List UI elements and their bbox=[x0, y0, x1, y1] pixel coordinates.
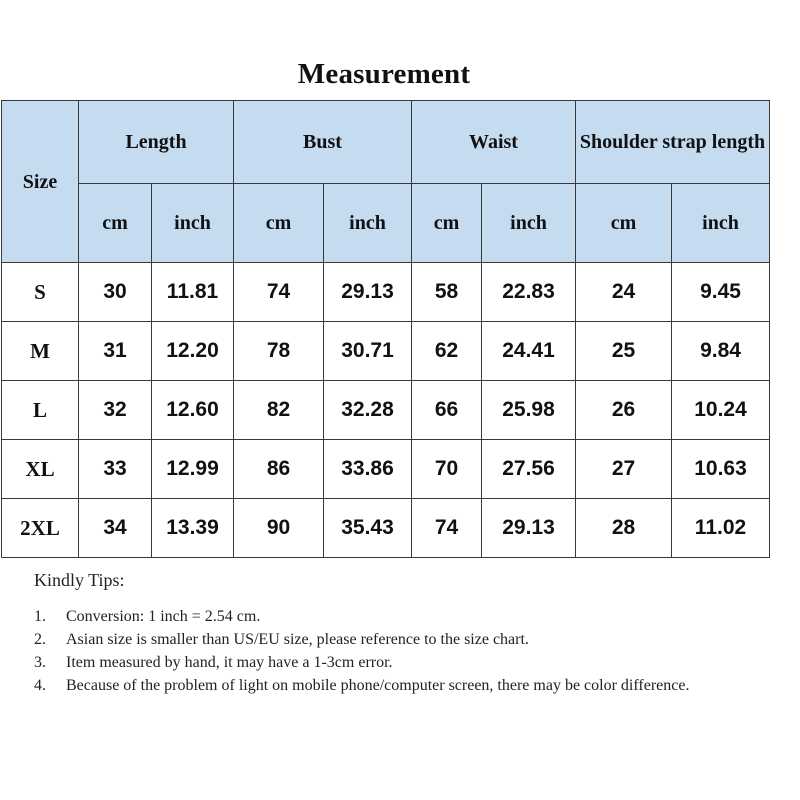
tip-text: Conversion: 1 inch = 2.54 cm. bbox=[66, 608, 261, 625]
page-title: Measurement bbox=[297, 58, 471, 90]
table-row bbox=[2, 322, 770, 381]
tip-number: 2. bbox=[34, 631, 46, 648]
table-cell: 13.39 bbox=[152, 499, 234, 558]
table-cell: 27.56 bbox=[482, 440, 576, 499]
table-row bbox=[2, 440, 770, 499]
size-column-header: Size bbox=[2, 101, 79, 263]
table-cell: 58 bbox=[412, 263, 482, 322]
table-row bbox=[2, 499, 770, 558]
tip-text: Item measured by hand, it may have a 1-3cm error. bbox=[66, 654, 393, 671]
unit-header: inch bbox=[152, 184, 234, 263]
header-row-groups bbox=[2, 101, 770, 184]
kindly-tips-section bbox=[34, 570, 800, 697]
tip-number: 4. bbox=[34, 677, 46, 694]
tip-number: 3. bbox=[34, 654, 46, 671]
unit-header: cm bbox=[576, 184, 672, 263]
unit-header: cm bbox=[79, 184, 152, 263]
table-cell: 9.45 bbox=[672, 263, 770, 322]
table-cell: 25.98 bbox=[482, 381, 576, 440]
table-cell: 29.13 bbox=[324, 263, 412, 322]
table-cell: 32.28 bbox=[324, 381, 412, 440]
table-cell: 35.43 bbox=[324, 499, 412, 558]
table-cell: 12.60 bbox=[152, 381, 234, 440]
table-cell: 10.24 bbox=[672, 381, 770, 440]
table-cell: 82 bbox=[234, 381, 324, 440]
table-cell: 31 bbox=[79, 322, 152, 381]
unit-header: cm bbox=[412, 184, 482, 263]
table-cell: 11.02 bbox=[672, 499, 770, 558]
table-cell: 66 bbox=[412, 381, 482, 440]
table-row bbox=[2, 263, 770, 322]
tips-title: Kindly Tips: bbox=[34, 570, 125, 590]
table-cell: 29.13 bbox=[482, 499, 576, 558]
unit-header: inch bbox=[324, 184, 412, 263]
size-cell: S bbox=[2, 263, 79, 322]
table-cell: 74 bbox=[234, 263, 324, 322]
table-cell: 28 bbox=[576, 499, 672, 558]
table-cell: 62 bbox=[412, 322, 482, 381]
table-cell: 30.71 bbox=[324, 322, 412, 381]
table-cell: 78 bbox=[234, 322, 324, 381]
list-item bbox=[34, 674, 800, 697]
table-cell: 24 bbox=[576, 263, 672, 322]
group-header-waist: Waist bbox=[412, 101, 576, 184]
tip-text: Asian size is smaller than US/EU size, please reference to the size chart. bbox=[66, 631, 529, 648]
unit-header: inch bbox=[482, 184, 576, 263]
table-cell: 9.84 bbox=[672, 322, 770, 381]
table-cell: 33.86 bbox=[324, 440, 412, 499]
group-header-shoulder-strap-length: Shoulder strap length bbox=[576, 101, 770, 184]
list-item bbox=[34, 605, 800, 628]
table-cell: 25 bbox=[576, 322, 672, 381]
list-item bbox=[34, 628, 800, 651]
table-cell: 24.41 bbox=[482, 322, 576, 381]
table-cell: 33 bbox=[79, 440, 152, 499]
size-cell: XL bbox=[2, 440, 79, 499]
tip-text: Because of the problem of light on mobile phone/computer screen, there may be color difference. bbox=[66, 677, 690, 694]
table-cell: 27 bbox=[576, 440, 672, 499]
table-cell: 70 bbox=[412, 440, 482, 499]
table-cell: 12.20 bbox=[152, 322, 234, 381]
tip-number: 1. bbox=[34, 608, 46, 625]
table-cell: 86 bbox=[234, 440, 324, 499]
table-cell: 90 bbox=[234, 499, 324, 558]
table-cell: 30 bbox=[79, 263, 152, 322]
tips-list bbox=[34, 605, 800, 697]
table-cell: 22.83 bbox=[482, 263, 576, 322]
size-chart-table bbox=[1, 100, 770, 558]
table-cell: 34 bbox=[79, 499, 152, 558]
table-row bbox=[2, 381, 770, 440]
header-row-units bbox=[2, 184, 770, 263]
size-cell: 2XL bbox=[2, 499, 79, 558]
list-item bbox=[34, 651, 800, 674]
size-cell: M bbox=[2, 322, 79, 381]
group-header-bust: Bust bbox=[234, 101, 412, 184]
table-cell: 74 bbox=[412, 499, 482, 558]
table-cell: 12.99 bbox=[152, 440, 234, 499]
table-cell: 11.81 bbox=[152, 263, 234, 322]
group-header-length: Length bbox=[79, 101, 234, 184]
unit-header: inch bbox=[672, 184, 770, 263]
table-cell: 32 bbox=[79, 381, 152, 440]
table-cell: 10.63 bbox=[672, 440, 770, 499]
unit-header: cm bbox=[234, 184, 324, 263]
size-cell: L bbox=[2, 381, 79, 440]
table-cell: 26 bbox=[576, 381, 672, 440]
